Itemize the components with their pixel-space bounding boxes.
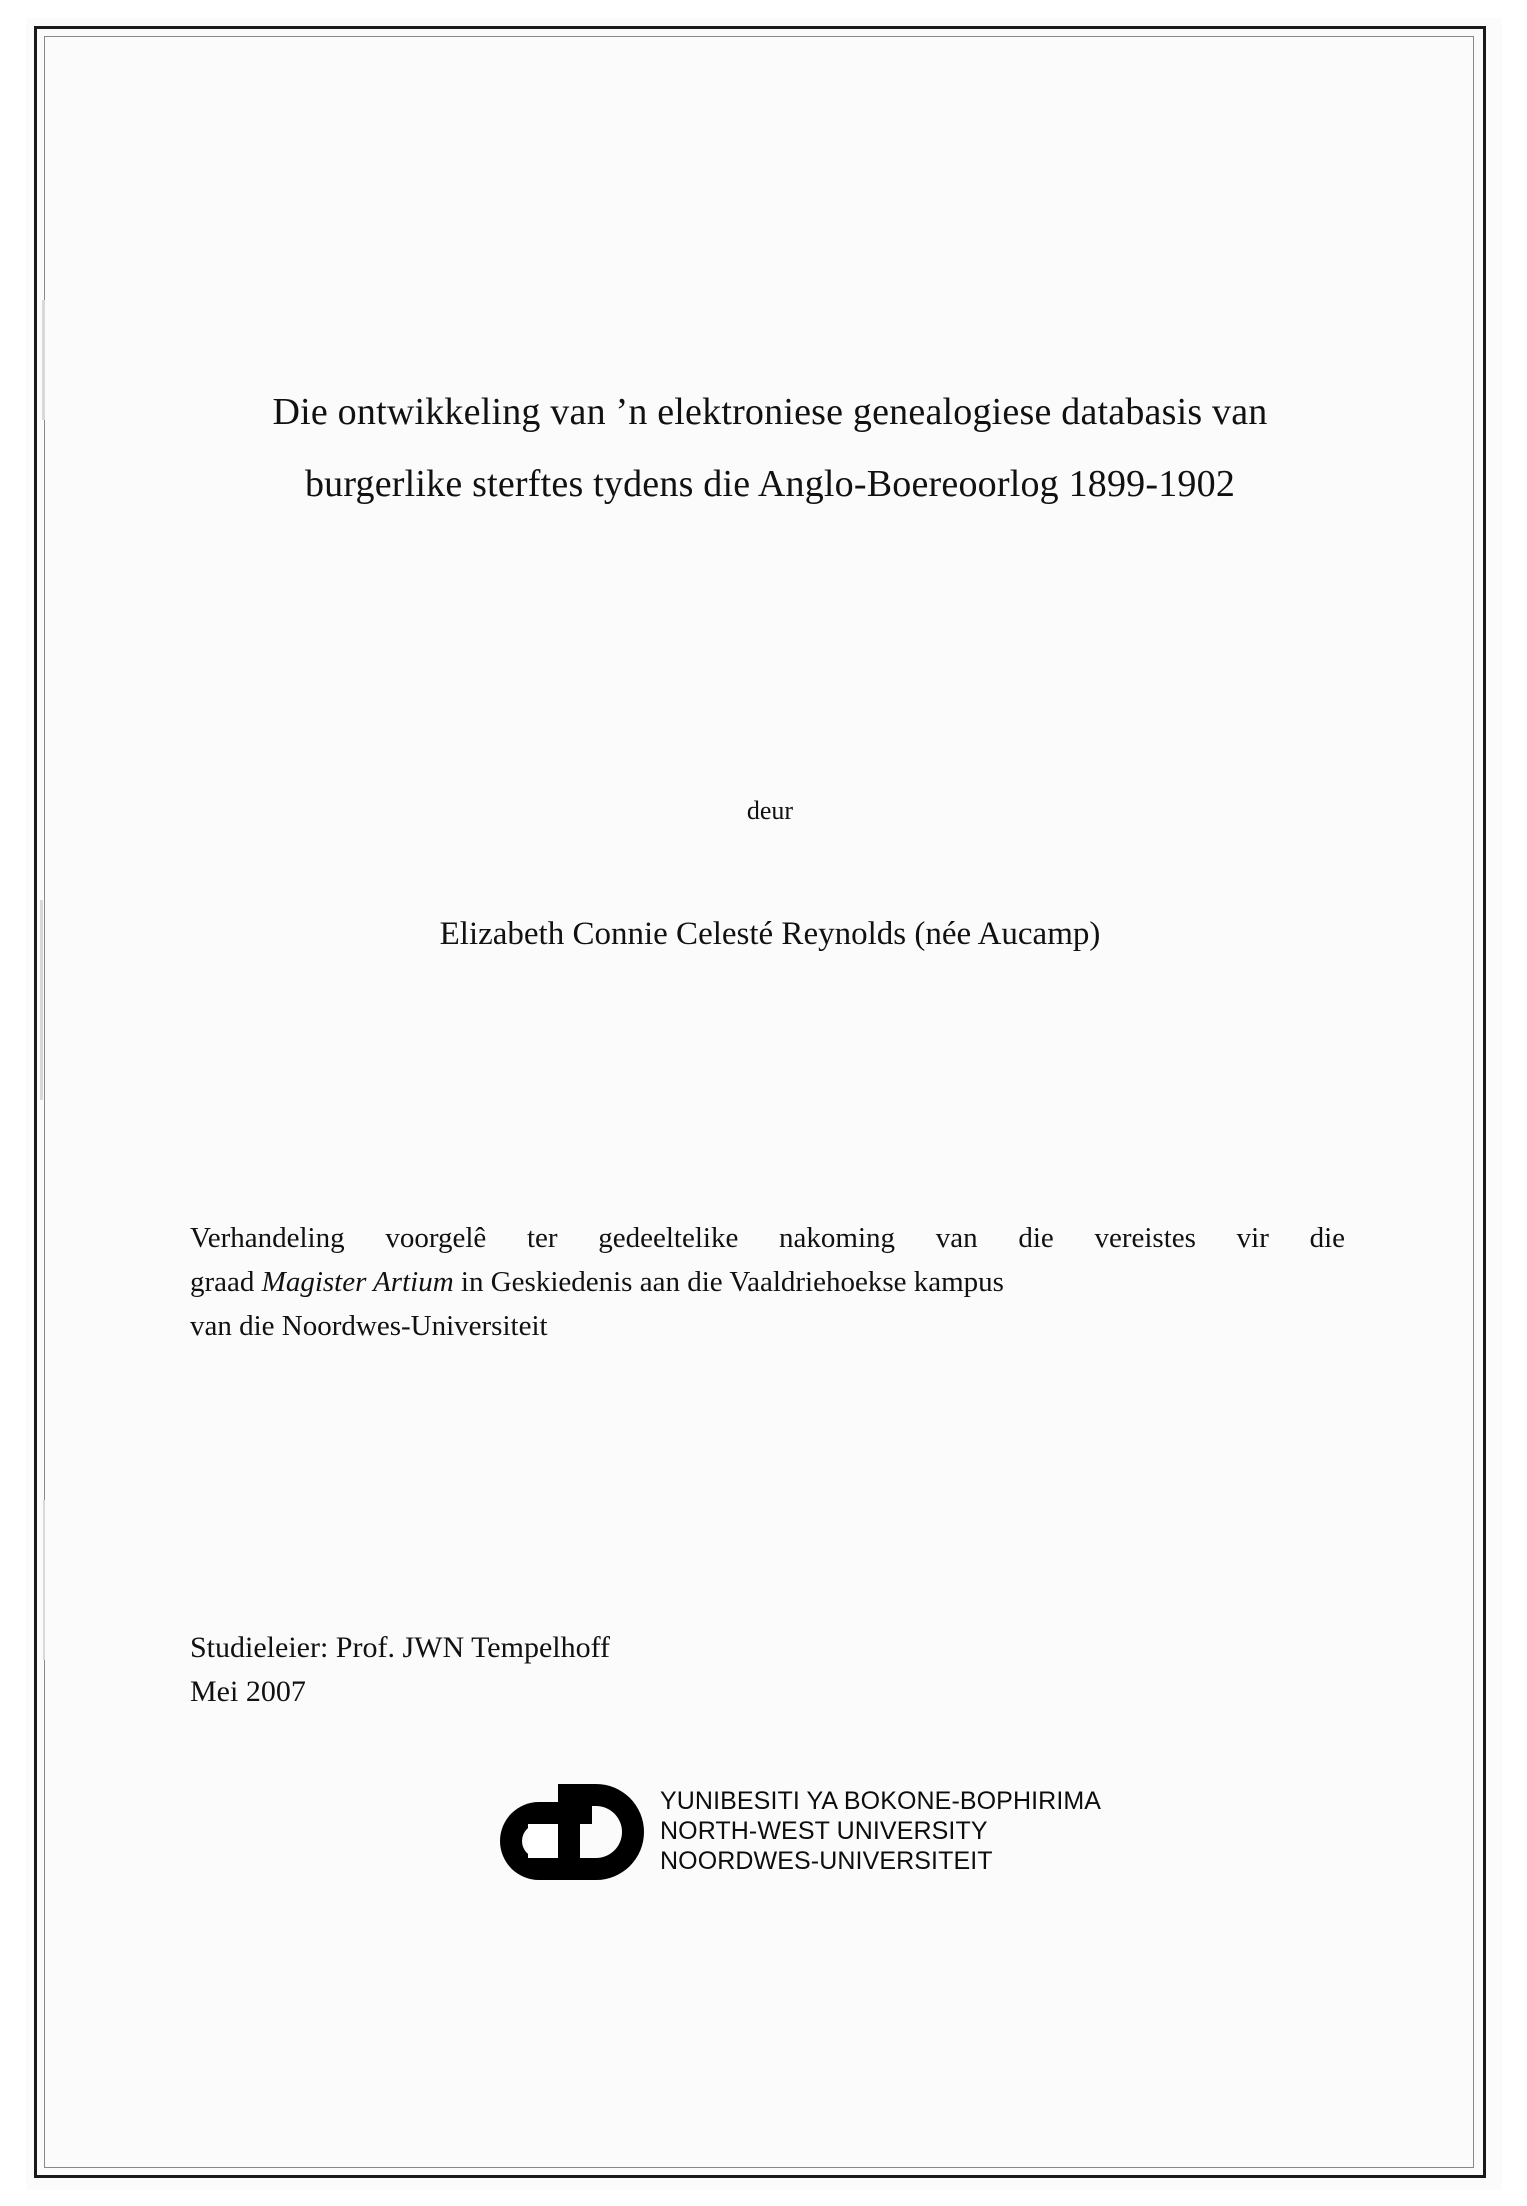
logo-text-line-1: YUNIBESITI YA BOKONE-BOPHIRIMA [660, 1787, 1102, 1815]
page-content [150, 36, 1390, 2136]
supervisor-line: Studieleier: Prof. JWN Tempelhoff [190, 1631, 611, 1664]
nwu-logo-mark-icon [500, 1784, 650, 1894]
author-name: Elizabeth Connie Celesté Reynolds (née Aucamp) [439, 916, 1101, 952]
title-line-1: Die ontwikkeling van ’n elektroniese genealogiese databasis van [272, 391, 1268, 433]
statement-degree-italic: Magister Artium [261, 1266, 454, 1298]
statement-line-3: van die Noordwes-Universiteit [190, 1310, 548, 1342]
logo-text-line-3: NOORDWES-UNIVERSITEIT [660, 1847, 993, 1875]
date-line: Mei 2007 [190, 1675, 306, 1708]
supervisor-block [190, 1626, 1090, 1714]
page-title [190, 376, 1350, 520]
statement-line-2-suffix: in Geskiedenis aan die Vaaldriehoekse kampus [453, 1266, 1004, 1298]
scan-artifact [42, 300, 45, 420]
statement-line-2 [190, 1260, 1345, 1304]
statement-line-1: Verhandeling voorgelê ter gedeeltelike nakoming van die vereistes vir die [190, 1222, 1345, 1254]
byline-label: deur [746, 796, 794, 825]
statement-line-2-prefix: graad [190, 1266, 262, 1298]
title-line-2: burgerlike sterftes tydens die Anglo-Boereoorlog 1899-1902 [304, 463, 1236, 505]
scan-artifact [40, 900, 43, 1100]
university-logo [450, 1776, 1150, 1906]
logo-text-line-2: NORTH-WEST UNIVERSITY [660, 1817, 988, 1845]
university-logo-text [660, 1786, 1140, 1876]
scan-artifact [43, 1500, 45, 1660]
degree-statement [190, 1216, 1345, 1348]
